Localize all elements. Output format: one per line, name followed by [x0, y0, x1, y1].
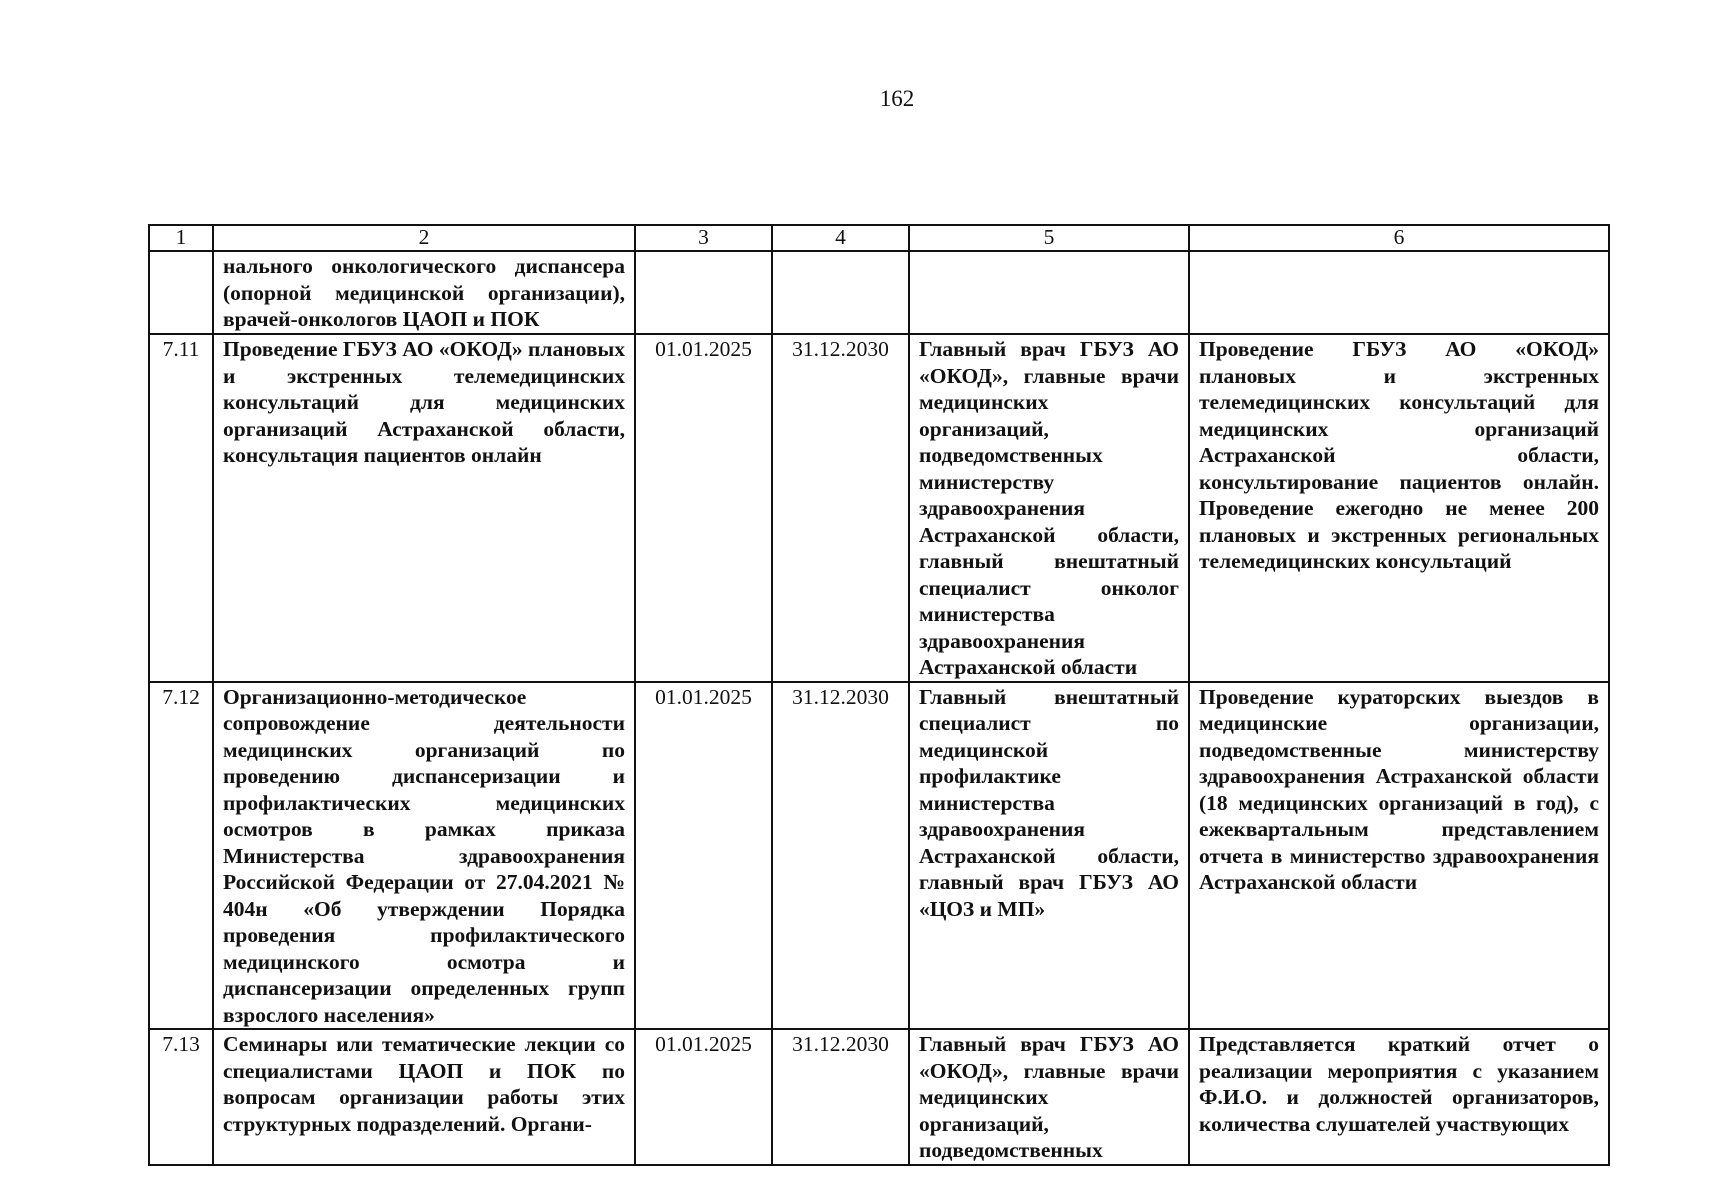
activity-cell: нального онкологического диспансера (опорной медицинской организации), врачей-онкологов ЦАОП и ПОК: [213, 251, 635, 334]
column-header: 5: [909, 225, 1189, 251]
row-number: 7.12: [149, 682, 213, 1030]
table-row: [149, 682, 1609, 1030]
column-header: 1: [149, 225, 213, 251]
start-date-cell: [635, 251, 772, 334]
end-date-cell: [772, 251, 909, 334]
start-date-cell: 01.01.2025: [635, 334, 772, 682]
activity-cell: Семинары или тематические лекции со специалистами ЦАОП и ПОК по вопросам организации работы этих структурных подразделений. Органи-: [213, 1029, 635, 1165]
column-header: 3: [635, 225, 772, 251]
result-cell: [1189, 251, 1609, 334]
end-date-cell: 31.12.2030: [772, 334, 909, 682]
row-number: 7.13: [149, 1029, 213, 1165]
start-date-cell: 01.01.2025: [635, 682, 772, 1030]
table-header-row: [149, 225, 1609, 251]
start-date-cell: 01.01.2025: [635, 1029, 772, 1165]
row-number: [149, 251, 213, 334]
row-number: 7.11: [149, 334, 213, 682]
table-row: [149, 251, 1609, 334]
end-date-cell: 31.12.2030: [772, 682, 909, 1030]
activity-cell: Проведение ГБУЗ АО «ОКОД» плановых и экстренных телемедицинских консультаций для медицинских организаций Астраханской области, консультация пациентов онлайн: [213, 334, 635, 682]
table-row: [149, 334, 1609, 682]
end-date-cell: 31.12.2030: [772, 1029, 909, 1165]
responsible-cell: Главный врач ГБУЗ АО «ОКОД», главные врачи медицинских организаций, подведомственных: [909, 1029, 1189, 1165]
column-header: 2: [213, 225, 635, 251]
page-number: 162: [879, 86, 915, 111]
responsible-cell: Главный врач ГБУЗ АО «ОКОД», главные врачи медицинских организаций, подведомственных министерству здравоохранения Астраханской области, главный внештатный специалист онколог министерства здравоохранения Астраханской области: [909, 334, 1189, 682]
table-row: [149, 1029, 1609, 1165]
column-header: 4: [772, 225, 909, 251]
activity-cell: Организационно-методическое сопровождение деятельности медицинских организаций по проведению диспансеризации и профилактических медицинских осмотров в рамках приказа Министерства здравоохранения Российской Федерации от 27.04.2021 № 404н «Об утверждении Порядка проведения профилактического медицинского осмотра и диспансеризации определенных групп взрослого населения»: [213, 682, 635, 1030]
result-cell: Представляется краткий отчет о реализации мероприятия с указанием Ф.И.О. и должностей организаторов, количества слушателей участвующих: [1189, 1029, 1609, 1165]
result-cell: Проведение кураторских выездов в медицинские организации, подведомственные министерству здравоохранения Астраханской области (18 медицинских организаций в год), с ежеквартальным представлением отчета в министерство здравоохранения Астраханской области: [1189, 682, 1609, 1030]
column-header: 6: [1189, 225, 1609, 251]
responsible-cell: Главный внештатный специалист по медицинской профилактике министерства здравоохранения Астраханской области, главный врач ГБУЗ АО «ЦОЗ и МП»: [909, 682, 1189, 1030]
responsible-cell: [909, 251, 1189, 334]
plan-table: [148, 224, 1610, 1166]
result-cell: Проведение ГБУЗ АО «ОКОД» плановых и экстренных телемедицинских консультаций для медицинских организаций Астраханской области, консультирование пациентов онлайн. Проведение ежегодно не менее 200 плановых и экстренных региональных телемедицинских консультаций: [1189, 334, 1609, 682]
